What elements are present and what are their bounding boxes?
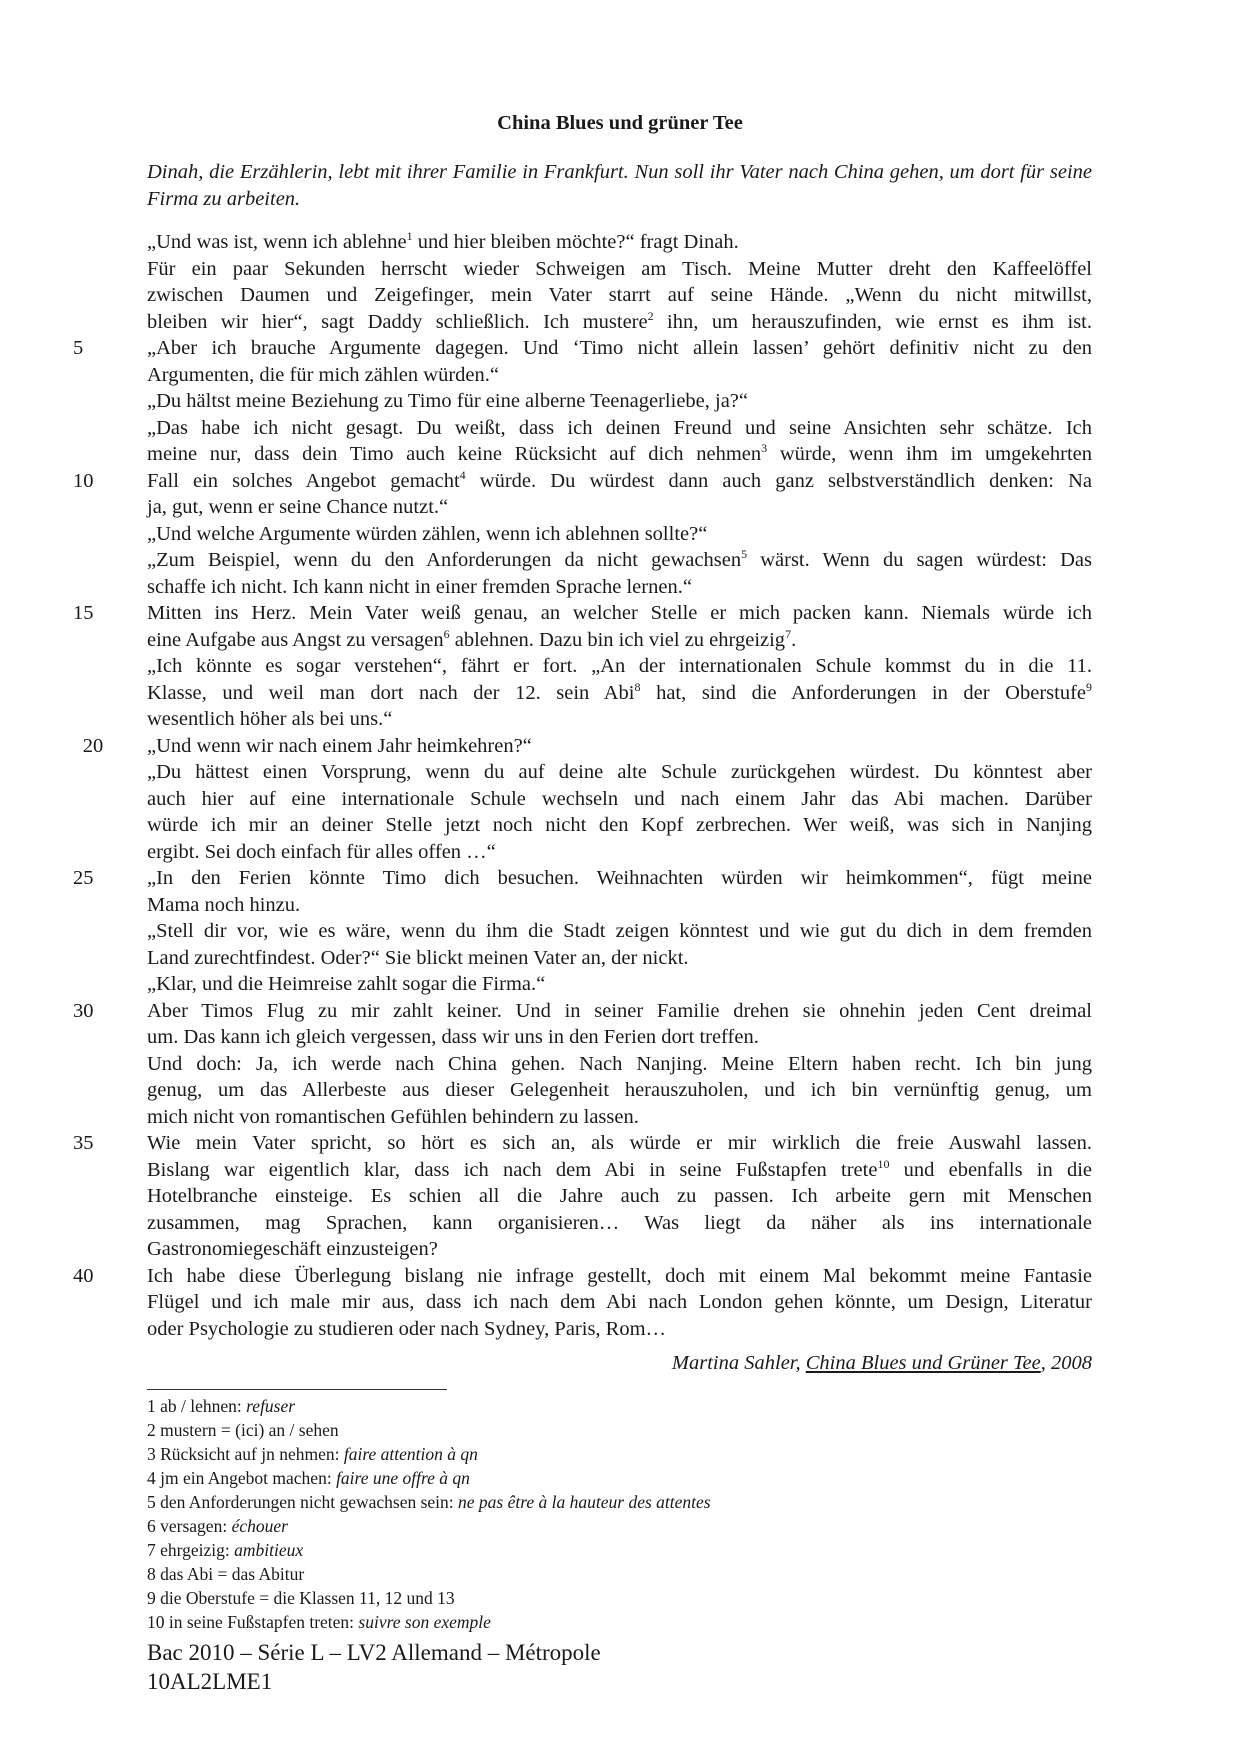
text-line	[147, 945, 1092, 972]
text-segment: ja, gut, wenn er seine Chance nutzt.“	[147, 496, 449, 518]
footnote-term: 2 mustern = (ici) an / sehen	[147, 1420, 339, 1440]
footnote-term: 8 das Abi = das Abitur	[147, 1564, 305, 1584]
text-line	[147, 256, 1092, 283]
text-segment: „Du hältst meine Beziehung zu Timo für eine alberne Teenagerliebe, ja?“	[147, 390, 749, 412]
text-segment: würde, wenn ihm im umgekehrten	[767, 443, 1092, 465]
text-segment: eine Aufgabe aus Angst zu versagen	[147, 628, 444, 651]
text-segment: Ich habe diese Überlegung bislang nie infrage gestellt, doch mit einem Mal bekommt meine Fantasie	[147, 1264, 1092, 1287]
exam-info: Bac 2010 – Série L – LV2 Allemand – Métropole	[147, 1640, 601, 1665]
text-segment: Hotelbranche einsteige. Es schien all die Jahre auch zu passen. Ich arbeite gern mit Menschen	[147, 1185, 1092, 1207]
line-number: 15	[73, 602, 94, 624]
text-segment: „Und wenn wir nach einem Jahr heimkehren?“	[147, 734, 532, 757]
footnote-translation: ne pas être à la hauteur des attentes	[458, 1492, 711, 1512]
text-line	[147, 1236, 1092, 1263]
text-segment: Für ein paar Sekunden herrscht wieder Schweigen am Tisch. Meine Mutter dreht den Kaffeelöffel	[147, 257, 1092, 280]
text-segment: würde ich mir an deiner Stelle jetzt noch nicht den Kopf zerbrechen. Wer weiß, was sich in Nanjing	[147, 814, 1092, 836]
footnote-item	[147, 1466, 711, 1490]
text-line	[147, 229, 1092, 256]
footnote-term: 5 den Anforderungen nicht gewachsen sein:	[147, 1492, 459, 1512]
text-line	[147, 1077, 1092, 1104]
text-line	[147, 680, 1092, 707]
footnote-translation: refuser	[246, 1396, 296, 1416]
text-segment: Und doch: Ja, ich werde nach China gehen. Nach Nanjing. Meine Eltern haben recht. Ich bin jung	[147, 1052, 1092, 1075]
text-line	[147, 547, 1092, 574]
text-line	[147, 574, 1092, 601]
text-segment: und hier bleiben möchte?“ fragt Dinah.	[412, 231, 739, 253]
text-line	[147, 1316, 1092, 1343]
text-line	[147, 415, 1092, 442]
footnote-marker: 10	[877, 1156, 890, 1171]
footnote-term: 10 in seine Fußstapfen treten:	[147, 1612, 359, 1632]
footnote-marker: 4	[459, 467, 466, 482]
text-segment: mich nicht von romantischen Gefühlen behindern zu lassen.	[147, 1105, 639, 1128]
footnote-item	[147, 1586, 711, 1610]
text-segment: Fall ein solches Angebot gemacht	[147, 469, 460, 492]
footnote-item	[147, 1442, 711, 1466]
text-segment: würde. Du würdest dann auch ganz selbstverständlich denken: Na	[465, 469, 1092, 492]
text-line	[147, 388, 1092, 415]
source-author: Martina Sahler,	[671, 1352, 806, 1374]
text-segment: „Stell dir vor, wie es wäre, wenn du ihm die Stadt zeigen könntest und wie gut du dich in dem fremden	[147, 920, 1092, 942]
text-segment: Klasse, und weil man dort nach der 12. sein Abi	[147, 681, 635, 704]
text-line	[147, 971, 1092, 998]
text-segment: ihn, um herauszufinden, wie ernst es ihm ist.	[653, 310, 1092, 333]
text-line	[147, 1210, 1092, 1237]
text-segment: meine nur, dass dein Timo auch keine Rücksicht auf dich nehmen	[147, 443, 762, 465]
footnote-marker: 6	[443, 626, 450, 641]
text-line	[147, 1051, 1092, 1078]
text-line	[147, 653, 1092, 680]
text-segment: auch hier auf eine internationale Schule wechseln und nach einem Jahr das Abi machen. Darüber	[147, 787, 1092, 810]
footnote-item	[147, 1490, 711, 1514]
text-segment: Bislang war eigentlich klar, dass ich nach dem Abi in seine Fußstapfen trete	[147, 1158, 878, 1181]
text-line	[147, 441, 1092, 468]
footnote-marker: 3	[761, 441, 768, 456]
footnote-item	[147, 1610, 711, 1634]
text-line	[147, 1157, 1092, 1184]
text-segment: „Aber ich brauche Argumente dagegen. Und ‘Timo nicht allein lassen’ gehört definitiv nicht zu den	[147, 337, 1092, 359]
line-number: 20	[82, 734, 104, 757]
text-line	[147, 521, 1092, 548]
text-segment: Flügel und ich male mir aus, dass ich nach dem Abi nach London gehen könnte, um Design, Literatur	[147, 1291, 1092, 1313]
footnote-item	[147, 1562, 711, 1586]
text-body	[73, 229, 1093, 1342]
footnote-item	[147, 1538, 711, 1562]
text-line	[147, 1024, 1092, 1051]
text-line	[73, 467, 1092, 495]
footnote-marker: 8	[634, 679, 641, 694]
footnote-item	[147, 1394, 711, 1418]
text-segment: zusammen, mag Sprachen, kann organisieren… Was liegt da näher als ins internationale	[147, 1211, 1092, 1234]
text-line	[82, 733, 1092, 760]
text-segment: zwischen Daumen und Zeigefinger, mein Vater starrt auf seine Hände. „Wenn du nicht mitwillst,	[147, 284, 1092, 306]
text-line	[147, 1104, 1092, 1131]
text-line	[73, 1130, 1092, 1157]
text-segment: „Und welche Argumente würden zählen, wenn ich ablehnen sollte?“	[147, 522, 708, 545]
text-segment: „Zum Beispiel, wenn du den Anforderungen da nicht gewachsen	[147, 549, 742, 571]
text-line	[147, 494, 1092, 521]
text-line	[147, 812, 1092, 839]
footnote-term: 6 versagen:	[147, 1516, 232, 1536]
text-line	[73, 600, 1092, 627]
footnote-translation: suivre son exemple	[358, 1612, 491, 1632]
text-segment: „Und was ist, wenn ich ablehne	[147, 231, 407, 253]
text-line	[147, 839, 1092, 866]
text-segment: Land zurechtfindest. Oder?“ Sie blickt meinen Vater an, der nickt.	[147, 946, 689, 969]
line-number: 10	[73, 469, 94, 492]
text-segment: Aber Timos Flug zu mir zahlt keiner. Und in seiner Familie drehen sie ohnehin jeden Cent dreimal	[147, 999, 1092, 1022]
text-line	[147, 627, 1092, 654]
text-line	[73, 998, 1092, 1025]
footnote-marker: 7	[785, 626, 792, 641]
text-segment: ablehnen. Dazu bin ich viel zu ehrgeizig	[449, 628, 786, 651]
footnotes-list	[147, 1394, 711, 1634]
footnote-term: 7 ehrgeizig:	[147, 1540, 235, 1560]
text-segment: .	[791, 628, 797, 651]
text-segment: Mitten ins Herz. Mein Vater weiß genau, an welcher Stelle er mich packen kann. Niemals würde ich	[147, 602, 1092, 624]
line-number: 25	[73, 867, 94, 889]
text-line	[147, 706, 1092, 733]
text-segment: „Klar, und die Heimreise zahlt sogar die Firma.“	[147, 973, 546, 995]
text-segment: Gastronomiegeschäft einzusteigen?	[147, 1238, 438, 1260]
intro-paragraph: Dinah, die Erzählerin, lebt mit ihrer Familie in Frankfurt. Nun soll ihr Vater nach China gehen, um dort für seine Firma zu arbeiten.	[147, 161, 1092, 210]
text-line	[147, 918, 1092, 945]
text-line	[73, 1263, 1092, 1290]
text-segment: wesentlich höher als bei uns.“	[147, 708, 393, 730]
text-segment: Mama noch hinzu.	[147, 893, 301, 916]
footnote-translation: échouer	[231, 1516, 288, 1536]
text-line	[73, 335, 1092, 362]
text-segment: oder Psychologie zu studieren oder nach Sydney, Paris, Rom…	[147, 1317, 667, 1340]
footnote-item	[147, 1514, 711, 1538]
text-segment: ergibt. Sei doch einfach für alles offen …“	[147, 840, 496, 863]
page-footer	[147, 1638, 601, 1696]
document-title: China Blues und grüner Tee	[497, 112, 743, 134]
text-segment: hat, sind die Anforderungen in der Oberstufe	[640, 681, 1086, 704]
text-segment: „Das habe ich nicht gesagt. Du weißt, dass ich deinen Freund und seine Ansichten sehr schätze. Ich	[147, 416, 1092, 439]
text-segment: wärst. Wenn du sagen würdest: Das	[747, 549, 1093, 571]
footnote-translation: ambitieux	[234, 1540, 304, 1560]
text-line	[73, 865, 1092, 892]
source-work: China Blues und Grüner Tee	[805, 1352, 1041, 1374]
footnote-item	[147, 1418, 711, 1442]
text-line	[147, 1183, 1092, 1210]
source-citation	[672, 1352, 1092, 1375]
text-segment: Argumenten, die für mich zählen würden.“	[147, 363, 499, 386]
text-segment: „Ich könnte es sogar verstehen“, fährt er fort. „An der internationalen Schule kommst du in die 11.	[147, 655, 1092, 677]
source-year: , 2008	[1040, 1352, 1092, 1374]
text-segment: bleiben wir hier“, sagt Daddy schließlich. Ich mustere	[147, 310, 648, 333]
text-segment: „In den Ferien könnte Timo dich besuchen. Weihnachten würden wir heimkommen“, fügt meine	[147, 867, 1092, 889]
footnote-divider	[147, 1389, 447, 1390]
text-segment: um. Das kann ich gleich vergessen, dass wir uns in den Ferien dort treffen.	[147, 1026, 759, 1048]
text-line	[147, 282, 1092, 309]
text-line	[147, 362, 1092, 389]
footnote-marker: 1	[406, 229, 413, 244]
text-segment: Wie mein Vater spricht, so hört es sich an, als würde er mir wirklich die freie Auswahl lassen.	[147, 1132, 1092, 1154]
footnote-term: 4 jm ein Angebot machen:	[147, 1468, 337, 1488]
text-segment: „Du hättest einen Vorsprung, wenn du auf deine alte Schule zurückgehen würdest. Du könntest aber	[147, 761, 1092, 783]
exam-code: 10AL2LME1	[147, 1669, 273, 1694]
text-segment: genug, um das Allerbeste aus dieser Gelegenheit herauszuholen, und ich bin vernünftig genug, um	[147, 1079, 1092, 1101]
text-line	[147, 309, 1092, 336]
line-number: 40	[73, 1264, 94, 1287]
text-line	[147, 1289, 1092, 1316]
footnote-term: 3 Rücksicht auf jn nehmen:	[147, 1444, 344, 1464]
text-segment: und ebenfalls in die	[889, 1158, 1093, 1181]
text-segment: schaffe ich nicht. Ich kann nicht in einer fremden Sprache lernen.“	[147, 575, 692, 598]
line-number: 5	[73, 337, 84, 359]
text-line	[147, 759, 1092, 786]
footnote-translation: faire attention à qn	[343, 1444, 478, 1464]
footnote-marker: 5	[741, 547, 748, 562]
footnote-term: 1 ab / lehnen:	[147, 1396, 247, 1416]
text-line	[147, 786, 1092, 813]
text-line	[147, 892, 1092, 919]
line-number: 30	[73, 999, 94, 1022]
footnote-marker: 2	[647, 308, 654, 323]
footnote-term: 9 die Oberstufe = die Klassen 11, 12 und 13	[147, 1588, 455, 1608]
line-number: 35	[73, 1132, 94, 1154]
footnote-marker: 9	[1086, 679, 1092, 694]
footnote-translation: faire une offre à qn	[336, 1468, 470, 1488]
